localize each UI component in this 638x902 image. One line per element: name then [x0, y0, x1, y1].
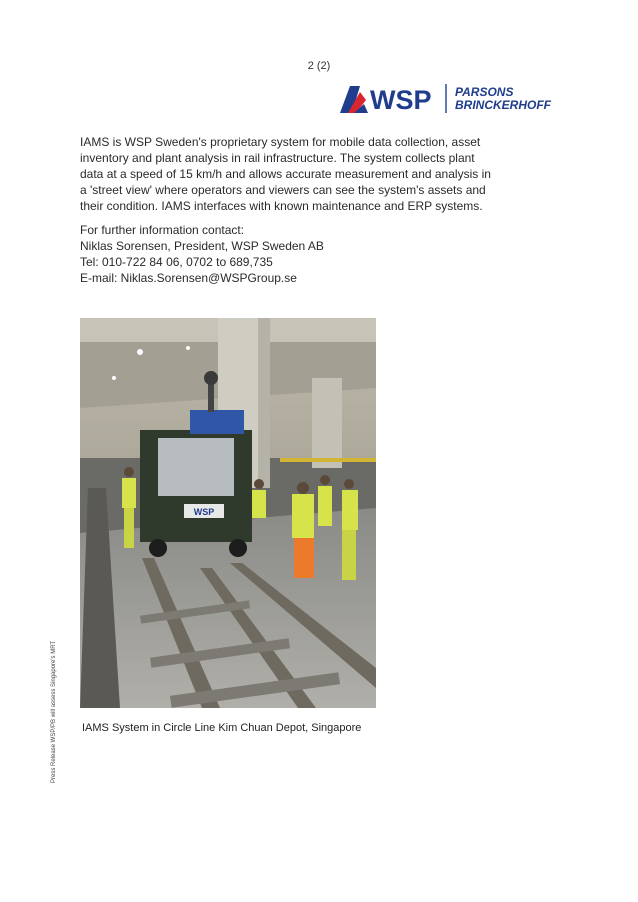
photo-caption: IAMS System in Circle Line Kim Chuan Depot, Singapore: [82, 722, 362, 734]
page-number: 2 (2): [307, 60, 331, 72]
contact-email: E-mail: Niklas.Sorensen@WSPGroup.se: [80, 271, 297, 285]
wsp-wordmark: WSP: [370, 85, 432, 115]
pb-wordmark-line2: BRINCKERHOFF: [455, 98, 551, 112]
contact-tel: Tel: 010-722 84 06, 0702 to 689,735: [80, 255, 273, 269]
wsp-flag-icon: [340, 86, 368, 113]
contact-heading: For further information contact:: [80, 223, 245, 237]
vehicle-wsp-label: WSP: [193, 507, 215, 517]
depot-photo: [80, 318, 376, 708]
pb-wordmark-line1: PARSONS: [455, 85, 514, 99]
body-paragraph: IAMS is WSP Sweden's proprietary system for mobile data collection, asset inventory and plant analysis in rail infrastructure. The system collects plant data at a speed of 15 km/h and allows accurate measurement and analysis in a 'street view' where operators and viewers can see the system's assets and their condition. IAMS interfaces with known maintenance and ERP systems.: [80, 135, 491, 213]
side-footer-text: Press Release WSP/PB will assess Singapore's MRT: [51, 640, 57, 783]
contact-block: [80, 222, 500, 286]
wsp-parsons-brinckerhoff-logo: [338, 80, 568, 116]
contact-name: Niklas Sorensen, President, WSP Sweden AB: [80, 239, 324, 253]
